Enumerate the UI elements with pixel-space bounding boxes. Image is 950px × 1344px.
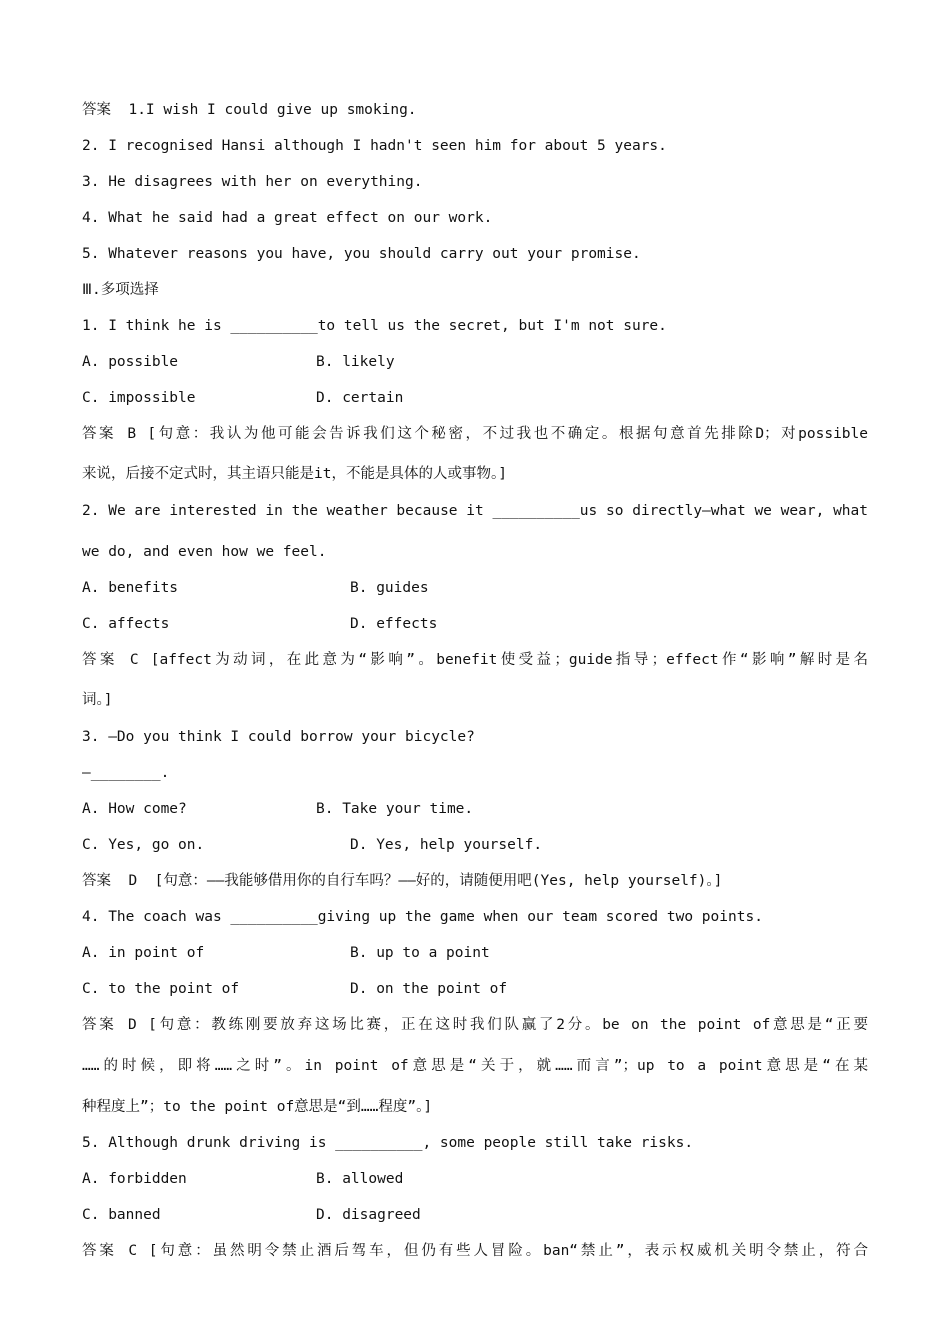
question-4-option-d: D. on the point of bbox=[350, 981, 508, 997]
question-2-answer-line-1: 答案 C [affect为动词，在此意为“影响”。benefit使受益；guide指导；effect作“影响”解时是名 bbox=[82, 652, 868, 668]
question-5-stem: 5. Although drunk driving is __________, some people still take risks. bbox=[82, 1135, 694, 1151]
question-2-option-b: B. guides bbox=[350, 580, 429, 596]
question-5-option-b: B. allowed bbox=[316, 1171, 404, 1187]
question-1-answer-line-2: 来说，后接不定式时，其主语只能是it，不能是具体的人或事物。] bbox=[82, 466, 507, 482]
question-3-stem-line-1: 3. —Do you think I could borrow your bicycle? bbox=[82, 729, 475, 745]
question-4-option-b: B. up to a point bbox=[350, 945, 490, 961]
question-2-option-c: C. affects bbox=[82, 616, 170, 632]
question-2-stem-line-1: 2. We are interested in the weather because it __________us so directly—what we wear, what bbox=[82, 503, 868, 519]
question-1-answer-line-1: 答案 B [句意：我认为他可能会告诉我们这个秘密，不过我也不确定。根据句意首先排除D；对possible bbox=[82, 426, 868, 442]
question-4-option-c: C. to the point of bbox=[82, 981, 240, 997]
question-2-stem-line-2: we do, and even how we feel. bbox=[82, 544, 327, 560]
answer-line-2: 2. I recognised Hansi although I hadn't seen him for about 5 years. bbox=[82, 138, 667, 154]
question-4-answer-line-1: 答案 D [句意：教练刚要放弃这场比赛，正在这时我们队赢了2分。be on the point of意思是“正要 bbox=[82, 1017, 868, 1033]
question-5-option-c: C. banned bbox=[82, 1207, 161, 1223]
question-2-option-a: A. benefits bbox=[82, 580, 179, 596]
question-4-answer-line-2: ……的时候，即将……之时”。in point of意思是“关于，就……而言”；up to a point意思是“在某 bbox=[82, 1058, 868, 1074]
question-3-option-d: D. Yes, help yourself. bbox=[350, 837, 543, 853]
question-4-stem: 4. The coach was __________giving up the game when our team scored two points. bbox=[82, 909, 763, 925]
answer-line-1: 答案 1.I wish I could give up smoking. bbox=[82, 102, 417, 118]
question-1-option-d: D. certain bbox=[316, 390, 404, 406]
question-3-answer-line-1: 答案 D [句意：——我能够借用你的自行车吗？——好的，请随便用吧(Yes, help yourself)。] bbox=[82, 873, 723, 889]
answer-line-4: 4. What he said had a great effect on our work. bbox=[82, 210, 493, 226]
section-title: Ⅲ.多项选择 bbox=[82, 282, 159, 298]
question-4-option-a: A. in point of bbox=[82, 945, 205, 961]
question-3-stem-line-2: —________. bbox=[82, 765, 170, 781]
question-5-answer-line-1: 答案 C [句意：虽然明令禁止酒后驾车，但仍有些人冒险。ban“禁止”，表示权威机关明令禁止，符合 bbox=[82, 1243, 868, 1259]
question-1-stem: 1. I think he is __________to tell us the secret, but I'm not sure. bbox=[82, 318, 667, 334]
question-3-option-c: C. Yes, go on. bbox=[82, 837, 205, 853]
question-1-option-c: C. impossible bbox=[82, 390, 196, 406]
question-3-option-b: B. Take your time. bbox=[316, 801, 474, 817]
question-2-answer-line-2: 词。] bbox=[82, 692, 113, 708]
question-4-answer-line-3: 种程度上”；to the point of意思是“到……程度”。] bbox=[82, 1099, 433, 1115]
question-2-option-d: D. effects bbox=[350, 616, 438, 632]
question-1-option-b: B. likely bbox=[316, 354, 395, 370]
question-1-option-a: A. possible bbox=[82, 354, 179, 370]
answer-line-3: 3. He disagrees with her on everything. bbox=[82, 174, 423, 190]
answer-line-5: 5. Whatever reasons you have, you should carry out your promise. bbox=[82, 246, 641, 262]
question-3-option-a: A. How come? bbox=[82, 801, 187, 817]
question-5-option-d: D. disagreed bbox=[316, 1207, 421, 1223]
question-5-option-a: A. forbidden bbox=[82, 1171, 187, 1187]
